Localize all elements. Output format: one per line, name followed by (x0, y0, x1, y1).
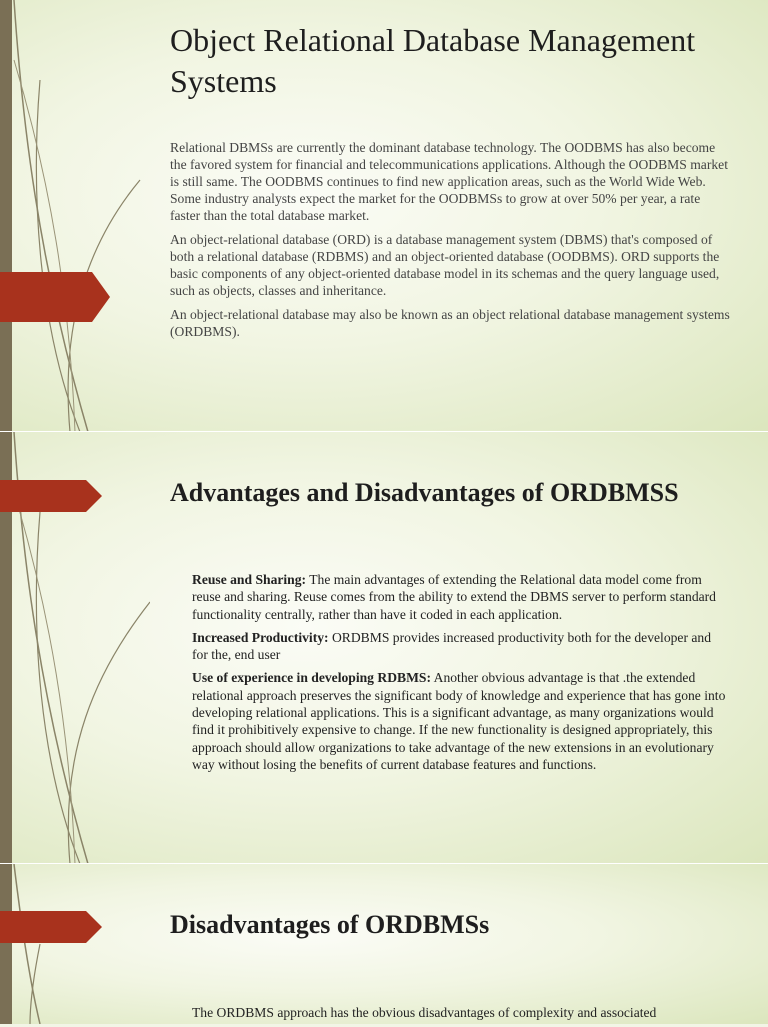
slide-title: Advantages and Disadvantages of ORDBMSS (170, 478, 679, 507)
bullet-heading: Use of experience in developing RDBMS: (192, 670, 431, 686)
slide-3 (0, 864, 768, 1024)
paragraph: An object-relational database may also be known as an object relational database management systems (ORDBMS). (170, 307, 730, 339)
bullet-text: The ORDBMS approach has the obvious disadvantages of complexity and associated (192, 1005, 657, 1020)
bullet-text: The main advantages of extending the Relational data model come from reuse and sharing. Reuse comes from the ability to extend the DBMS server to perform standard functionality centrally, rather than have it coded in each application. (192, 572, 716, 622)
slide-body (170, 139, 730, 347)
slide-tag-arrow (0, 911, 104, 943)
paragraph: Relational DBMSs are currently the dominant database technology. The OODBMS has also become the favored system for financial and telecommunications applications. Although the OODBMS market is still same. The OODBMS continues to find new application areas, such as the World Wide Web. Some industry analysts expect the market for the OODBMSs to grow at over 50% per year, a rate faster than the total database market. (170, 140, 728, 223)
slide-tag-arrow (0, 480, 104, 512)
decorative-curves (0, 864, 150, 1024)
bullet-list (170, 571, 730, 779)
paragraph: An object-relational database (ORD) is a database management system (DBMS) that's composed of both a relational database (RDBMS) and an object-oriented database (OODBMS). ORD supports the basic components of any object-oriented database model in its schemas and the query language used, such as objects, classes and inheritance. (170, 232, 720, 298)
slide-title: Disadvantages of ORDBMSs (170, 910, 490, 939)
bullet-text: Another obvious advantage is that .the extended relational approach preserves the significant body of knowledge and experience that has gone into developing relational applications. This is a significant advantage, as many organizations would find it prohibitively expensive to change. If the new functionality is designed appropriately, this approach should allow organizations to take advantage of the new extensions in an evolutionary way without losing the benefits of current database features and functions. (192, 670, 726, 772)
list-item (170, 629, 730, 664)
decorative-curves (0, 0, 150, 432)
list-item (170, 669, 730, 773)
bullet-text: ORDBMS provides increased productivity both for the developer and for the, end user (192, 629, 711, 663)
bullet-heading: Increased Productivity: (192, 629, 329, 645)
list-item (170, 571, 730, 623)
list-item (170, 1004, 730, 1021)
slide-title: Object Relational Database Management Systems (170, 22, 696, 99)
slide-tag-arrow (0, 272, 112, 322)
slide-1 (0, 0, 768, 432)
bullet-heading: Reuse and Sharing: (192, 572, 307, 587)
